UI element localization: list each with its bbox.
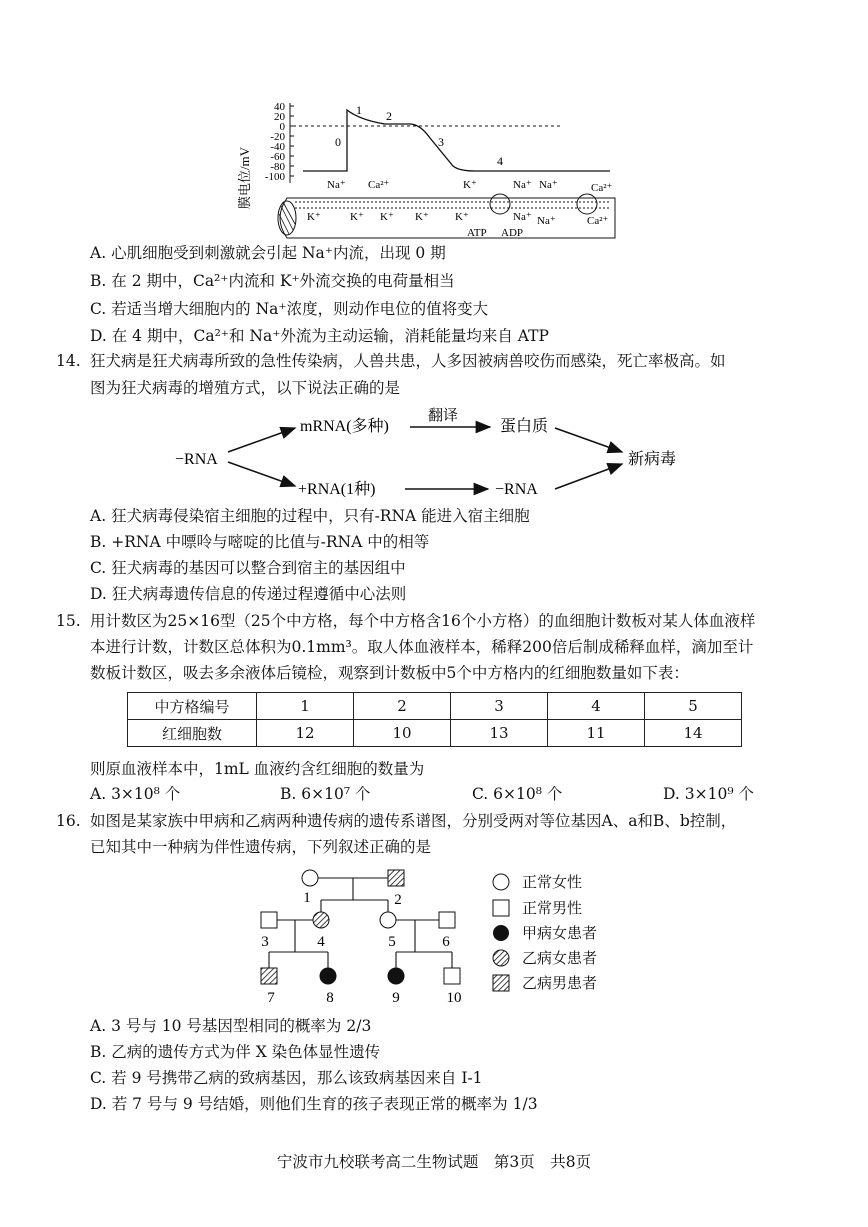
q16-option-c: C. 若 9 号携带乙病的致病基因，那么该致病基因来自 I-1 [90,1069,483,1087]
svg-text:8: 8 [326,990,334,1006]
svg-text:Na⁺: Na⁺ [539,179,558,191]
q15-option-b: B. 6×10⁷ 个 [280,785,371,803]
svg-text:K⁺: K⁺ [463,179,477,191]
cell-count-table [127,692,742,747]
pedigree-chart [255,862,475,1012]
svg-text:40: 40 [274,101,285,113]
table-cell: 13 [451,720,548,747]
svg-text:K⁺: K⁺ [415,211,429,223]
svg-text:1: 1 [303,890,311,906]
svg-text:Na⁺: Na⁺ [327,179,346,191]
svg-text:-80: -80 [270,161,285,173]
minus-rna-label: −RNA [495,481,538,498]
individual-4 [313,912,329,928]
phase-labels [335,103,503,168]
svg-text:K⁺: K⁺ [455,211,469,223]
svg-text:20: 20 [274,111,285,123]
legend-b-male-icon [493,975,509,991]
svg-text:1: 1 [356,103,362,117]
q15-option-c: C. 6×10⁸ 个 [472,785,563,803]
q14-option-b: B. +RNA 中嘌呤与嘧啶的比值与-RNA 中的相等 [90,533,430,551]
q15-stem-line1: 用计数区为25×16型（25个中方格，每个中方格含16个小方格）的血细胞计数板对某人体血液样 [90,612,756,630]
individual-10 [444,968,460,984]
legend-label-b-male: 乙病男患者 [522,974,598,992]
graph-yticks [265,101,286,183]
ion-labels [307,179,613,239]
q14-stem-line2: 图为狂犬病毒的增殖方式，以下说法正确的是 [90,379,401,397]
q14-option-a: A. 狂犬病毒侵染宿主细胞的过程中，只有-RNA 能进入宿主细胞 [90,507,530,525]
table-cell: 3 [451,693,548,720]
minus-rna-start: −RNA [175,451,218,468]
protein-label: 蛋白质 [500,418,549,435]
svg-text:3: 3 [261,934,269,950]
q15-option-a: A. 3×10⁸ 个 [90,785,181,803]
svg-text:-100: -100 [264,171,285,183]
table-cell: 14 [645,720,742,747]
q16-option-b: B. 乙病的遗传方式为伴 X 染色体显性遗传 [90,1043,381,1061]
q15-stem-line2: 本进行计数，计数区总体积为0.1mm³。取人体血液样本，稀释200倍后制成稀释血样，滴加至计 [90,638,754,656]
svg-text:Na⁺: Na⁺ [513,179,532,191]
legend-normal-male-icon [493,900,509,916]
q14-option-c: C. 狂犬病毒的基因可以整合到宿主的基因组中 [90,559,406,577]
svg-text:Ca²⁺: Ca²⁺ [368,179,390,191]
q14-number: 14. [56,352,81,370]
individual-6 [439,912,455,928]
pedigree-labels [261,890,461,1006]
q16-number: 16. [56,812,81,830]
table-cell: 11 [548,720,645,747]
svg-text:0: 0 [335,135,341,149]
table-row [128,693,742,720]
table-cell: 2 [354,693,451,720]
svg-text:Na⁺: Na⁺ [537,215,556,227]
rabies-replication-diagram [170,400,710,505]
q13-option-c: C. 若适当增大细胞内的 Na⁺浓度，则动作电位的值将变大 [90,300,489,318]
svg-text:K⁺: K⁺ [307,211,321,223]
legend-label-a-female: 甲病女患者 [522,924,598,942]
table-cell: 5 [645,693,742,720]
svg-text:-60: -60 [270,151,285,163]
svg-text:K⁺: K⁺ [350,211,364,223]
q15-stem-line3: 数板计数区，吸去多余液体后镜检，观察到计数板中5个中方格内的红细胞数量如下表： [90,664,689,682]
svg-text:K⁺: K⁺ [380,211,394,223]
individual-9 [388,968,404,984]
svg-text:-40: -40 [270,141,285,153]
q14-stem-line1: 狂犬病是狂犬病毒所致的急性传染病，人兽共患，人多因被病兽咬伤而感染，死亡率极高。如 [90,352,726,370]
svg-text:4: 4 [497,154,503,168]
svg-text:Ca²⁺: Ca²⁺ [591,182,613,194]
cell-membrane-diagram [278,194,615,238]
svg-text:0: 0 [279,121,285,133]
svg-text:3: 3 [438,135,444,149]
individual-7 [261,968,277,984]
q13-option-b: B. 在 2 期中，Ca²⁺内流和 K⁺外流交换的电荷量相当 [90,272,455,290]
table-cell: 10 [354,720,451,747]
table-header-cell: 中方格编号 [128,693,257,720]
q15-number: 15. [56,612,81,630]
svg-text:6: 6 [442,934,450,950]
svg-text:2: 2 [386,109,392,123]
svg-text:10: 10 [446,990,462,1006]
legend-normal-female-icon [493,874,509,890]
legend-label-b-female: 乙病女患者 [522,949,598,967]
q13-option-d: D. 在 4 期中，Ca²⁺和 Na⁺外流为主动运输，消耗能量均来自 ATP [90,327,549,345]
svg-text:5: 5 [388,934,396,950]
individual-1 [302,870,318,886]
svg-text:Na⁺: Na⁺ [513,211,532,223]
table-cell: 4 [548,693,645,720]
svg-text:9: 9 [392,990,400,1006]
q16-stem-line1: 如图是某家族中甲病和乙病两种遗传病的遗传系谱图，分别受两对等位基因A、a和B、b控制， [90,812,737,830]
plus-rna-label: +RNA(1种) [298,481,376,498]
translate-label: 翻译 [428,408,459,424]
q16-stem-line2: 已知其中一种病为伴性遗传病，下列叙述正确的是 [90,838,432,856]
table-header-cell: 红细胞数 [128,720,257,747]
q15-question: 则原血液样本中，1mL 血液约含红细胞的数量为 [90,760,425,778]
q14-option-d: D. 狂犬病毒遗传信息的传递过程遵循中心法则 [90,585,407,603]
q16-option-d: D. 若 7 号与 9 号结婚，则他们生育的孩子表现正常的概率为 1/3 [90,1095,538,1113]
legend-label-normal-male: 正常男性 [522,899,583,917]
q15-option-d: D. 3×10⁹ 个 [663,785,754,803]
table-cell: 12 [257,720,354,747]
page-footer: 宁波市九校联考高二生物试题 第3页 共8页 [276,1153,592,1171]
svg-text:2: 2 [394,892,402,908]
individual-5 [380,912,396,928]
new-virus-label: 新病毒 [628,451,677,468]
pedigree-legend-symbols [492,872,512,997]
graph-ylabel: 膜电位/mV [237,146,252,210]
svg-text:4: 4 [317,934,325,950]
legend-a-female-icon [493,925,509,941]
svg-text:Ca²⁺: Ca²⁺ [587,215,609,227]
table-cell: 1 [257,693,354,720]
table-row [128,720,742,747]
legend-label-normal-female: 正常女性 [522,873,583,891]
individual-2 [388,870,404,886]
legend-b-female-icon [493,950,509,966]
individual-3 [261,912,277,928]
svg-text:7: 7 [267,990,275,1006]
svg-text:-20: -20 [270,131,285,143]
action-potential-curve [303,110,610,171]
individual-8 [320,968,336,984]
mrna-label: mRNA(多种) [300,418,389,435]
q16-option-a: A. 3 号与 10 号基因型相同的概率为 2/3 [90,1017,372,1035]
action-potential-figure [235,98,635,243]
q13-option-a: A. 心肌细胞受到刺激就会引起 Na⁺内流，出现 0 期 [90,244,446,262]
svg-text:ATP: ATP [467,227,487,239]
svg-text:ADP: ADP [501,227,524,239]
